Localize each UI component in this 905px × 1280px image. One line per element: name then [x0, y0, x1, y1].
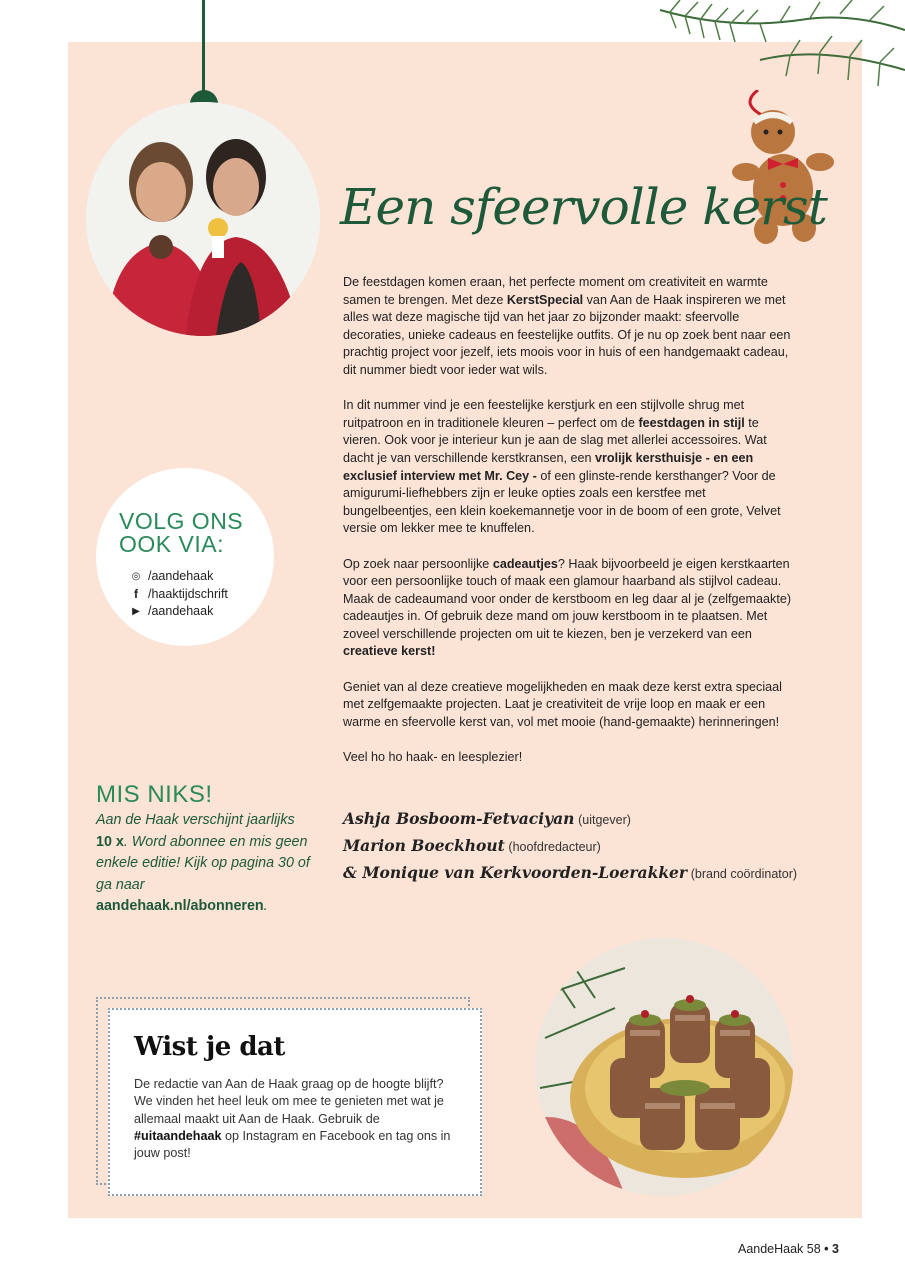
- did-you-know-box: [108, 1008, 482, 1196]
- social-instagram[interactable]: ◎ /aandehaak: [130, 568, 228, 586]
- follow-title: VOLG ONS OOK VIA:: [119, 508, 244, 557]
- social-video[interactable]: ▶ /aandehaak: [130, 603, 228, 621]
- subscribe-callout: [96, 782, 311, 918]
- did-you-know-text: De redactie van Aan de Haak graag op de hoogte blijft? We vinden het heel leuk om mee te genieten met wat je allemaal maakt uit Aan de Haak. Gebruik de #uitaandehaak op Instagram en Facebook en tag ons in jouw post!: [134, 1077, 451, 1161]
- subscribe-text: Aan de Haak verschijnt jaarlijks 10 x. Word abonnee en mis geen enkele editie! Kijk op pagina 30 of ga naar aandehaak.nl/abonneren.: [96, 812, 310, 914]
- follow-us-badge: [96, 468, 274, 646]
- hashtag: #uitaandehaak: [134, 1128, 222, 1143]
- signature-coordinator: & Monique van Kerkvoorden-Loerakker (brand coördinator): [343, 863, 798, 882]
- did-you-know-title: Wist je dat: [134, 1032, 285, 1062]
- instagram-icon: ◎: [131, 571, 141, 582]
- intro-paragraph-2: In dit nummer vind je een feestelijke kerstjurk en een stijlvolle shrug met ruitpatroon en in traditionele kleuren – perfect om de feestdagen in stijl te vieren. Ook voor je interieur kun je aan de slag met allerlei accessoires. Wat dacht je van verschillende kerstkransen, een vrolijk kersthuisje - en een exclusief interview met Mr. Cey - of een glinste-rende kersthanger? Voor de amigurumi-liefhebbers zijn er leuke opties zoals een kerstfee met bungelbeentjes, een klein koekemannetje voor in de boom of een grote, Velvet versie om lekker mee te knuffelen.: [343, 398, 781, 536]
- signature-publisher: Ashja Bosboom-Fetvaciyan (uitgever): [343, 809, 631, 828]
- intro-paragraph-3: Op zoek naar persoonlijke cadeautjes? Haak bijvoorbeeld je eigen kerstkaarten voor een persoonlijke touch of maak een glamour haarband als stijlvol cadeau. Maak de cadeaumand voor onder de kerstboom en leg daar al je (zelfgemaakte) cadeautjes in. Of gebruik deze mand om jouw kerstboom in te plaatsen. Met zoveel verschillende projecten om uit te kiezen, ben je verzekerd van een creatieve kerst!: [343, 556, 792, 659]
- subscribe-title: MIS NIKS!: [96, 781, 213, 808]
- social-links: [130, 568, 228, 621]
- page-footer: AandeHaak 58 • 3: [737, 1242, 839, 1256]
- subscribe-link[interactable]: aandehaak.nl/abonneren: [96, 898, 264, 914]
- page-number: 3: [832, 1242, 839, 1256]
- social-facebook[interactable]: f /haaktijdschrift: [130, 586, 228, 604]
- signature-editor: Marion Boeckhout (hoofdredacteur): [343, 836, 601, 855]
- magazine-issue: AandeHaak 58: [737, 1242, 821, 1256]
- facebook-icon: f: [134, 586, 138, 601]
- editors-photo: [86, 102, 320, 336]
- crochet-cake-photo: [535, 938, 793, 1196]
- intro-paragraph-1: De feestdagen komen eraan, het perfecte moment om creativiteit en warmte samen te brengen. Met deze KerstSpecial van Aan de Haak inspireren we met alles wat deze magische tijd van het jaar zo bijzonder maakt: sfeervolle decoraties, unieke cadeaus en feestelijke outfits. Of je nu op zoek bent naar een prachtig project voor jezelf, iets moois voor in huis of een handgemaakt cadeau, dit nummer biedt voor ieder wat wils.: [343, 275, 791, 377]
- intro-text: [343, 274, 793, 784]
- video-icon: ▶: [132, 606, 140, 617]
- ornament-string: [202, 0, 205, 98]
- signatures: [343, 806, 803, 887]
- page-title: Een sfeervolle kerst: [340, 178, 827, 236]
- intro-paragraph-5: Veel ho ho haak- en leesplezier!: [343, 750, 523, 765]
- intro-paragraph-4: Geniet van al deze creatieve mogelijkheden en maak deze kerst extra speciaal met zelfgemaakte projecten. Laat je creativiteit de vrije loop en maak er een warme en sfeervolle kerst van, vol met mooie (hand-gemaakte) herinneringen!: [343, 679, 782, 729]
